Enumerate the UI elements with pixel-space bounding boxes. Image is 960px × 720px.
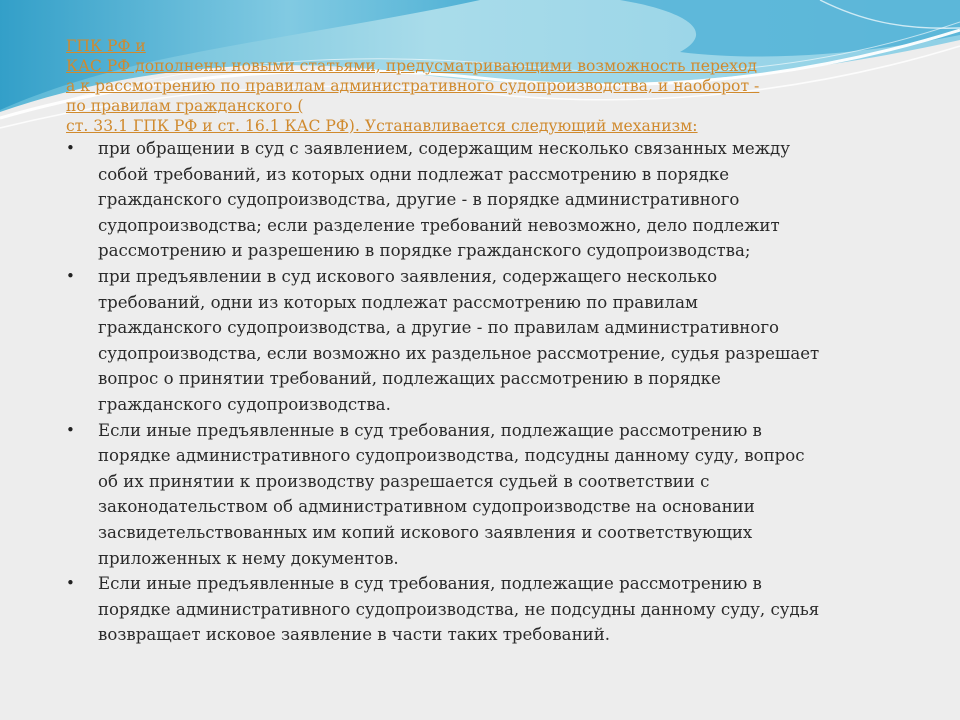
list-item-line: засвидетельствованных им копий искового заявления и соответствующих <box>98 522 753 542</box>
bullet-icon: • <box>66 574 75 593</box>
list-item-line: Если иные предъявленные в суд требования, подлежащие рассмотрению в <box>98 574 762 594</box>
list-item-line: порядке административного судопроизводства, не подсудны данному суду, судья <box>98 599 820 619</box>
mechanism-list <box>66 136 886 648</box>
list-item-line: требований, одни из которых подлежат рассмотрению по правилам <box>98 292 698 312</box>
list-item-line: об их принятии к производству разрешается судьей в соответствии с <box>98 471 710 491</box>
slide-content <box>66 36 886 648</box>
list-item-line: судопроизводства; если разделение требований невозможно, дело подлежит <box>98 215 780 235</box>
list-item-line: порядке административного судопроизводства, подсудны данному суду, вопрос <box>98 446 805 466</box>
bullet-icon: • <box>66 420 75 439</box>
list-item-line: при обращении в суд с заявлением, содержащим несколько связанных между <box>98 139 790 158</box>
list-item-line: гражданского судопроизводства. <box>98 394 391 414</box>
list-item-line: Если иные предъявленные в суд требования, подлежащие рассмотрению в <box>98 420 762 440</box>
bullet-icon: • <box>66 139 75 157</box>
intro-link-line[interactable]: КАС РФ дополнены новыми статьями, предусматривающими возможность переход <box>66 57 758 75</box>
list-item-line: рассмотрению и разрешению в порядке гражданского судопроизводства; <box>98 241 751 261</box>
list-item-line: при предъявлении в суд искового заявления, содержащего несколько <box>98 266 718 286</box>
intro-paragraph <box>66 36 886 136</box>
list-item-line: возвращает исковое заявление в части таких требований. <box>98 625 611 645</box>
list-item <box>66 418 886 572</box>
list-item <box>66 571 886 648</box>
intro-link-line[interactable]: ГПК РФ и <box>66 37 146 55</box>
list-item-line: гражданского судопроизводства, другие - в порядке административного <box>98 190 740 210</box>
bullet-icon: • <box>66 266 75 285</box>
intro-link-line[interactable]: по правилам гражданского ( <box>66 97 304 115</box>
list-item <box>66 136 886 264</box>
list-item-line: собой требований, из которых одни подлежат рассмотрению в порядке <box>98 164 730 184</box>
list-item <box>66 264 886 418</box>
intro-link-line[interactable]: ст. 33.1 ГПК РФ и ст. 16.1 КАС РФ). Устанавливается следующий механизм: <box>66 117 698 135</box>
list-item-line: вопрос о принятии требований, подлежащих рассмотрению в порядке <box>98 369 721 389</box>
intro-link-line[interactable]: а к рассмотрению по правилам административного судопроизводства, и наоборот - <box>66 77 760 95</box>
list-item-line: законодательством об административном судопроизводстве на основании <box>98 497 755 517</box>
list-item-line: судопроизводства, если возможно их раздельное рассмотрение, судья разрешает <box>98 343 820 363</box>
list-item-line: приложенных к нему документов. <box>98 548 399 568</box>
list-item-line: гражданского судопроизводства, а другие - по правилам административного <box>98 318 780 338</box>
